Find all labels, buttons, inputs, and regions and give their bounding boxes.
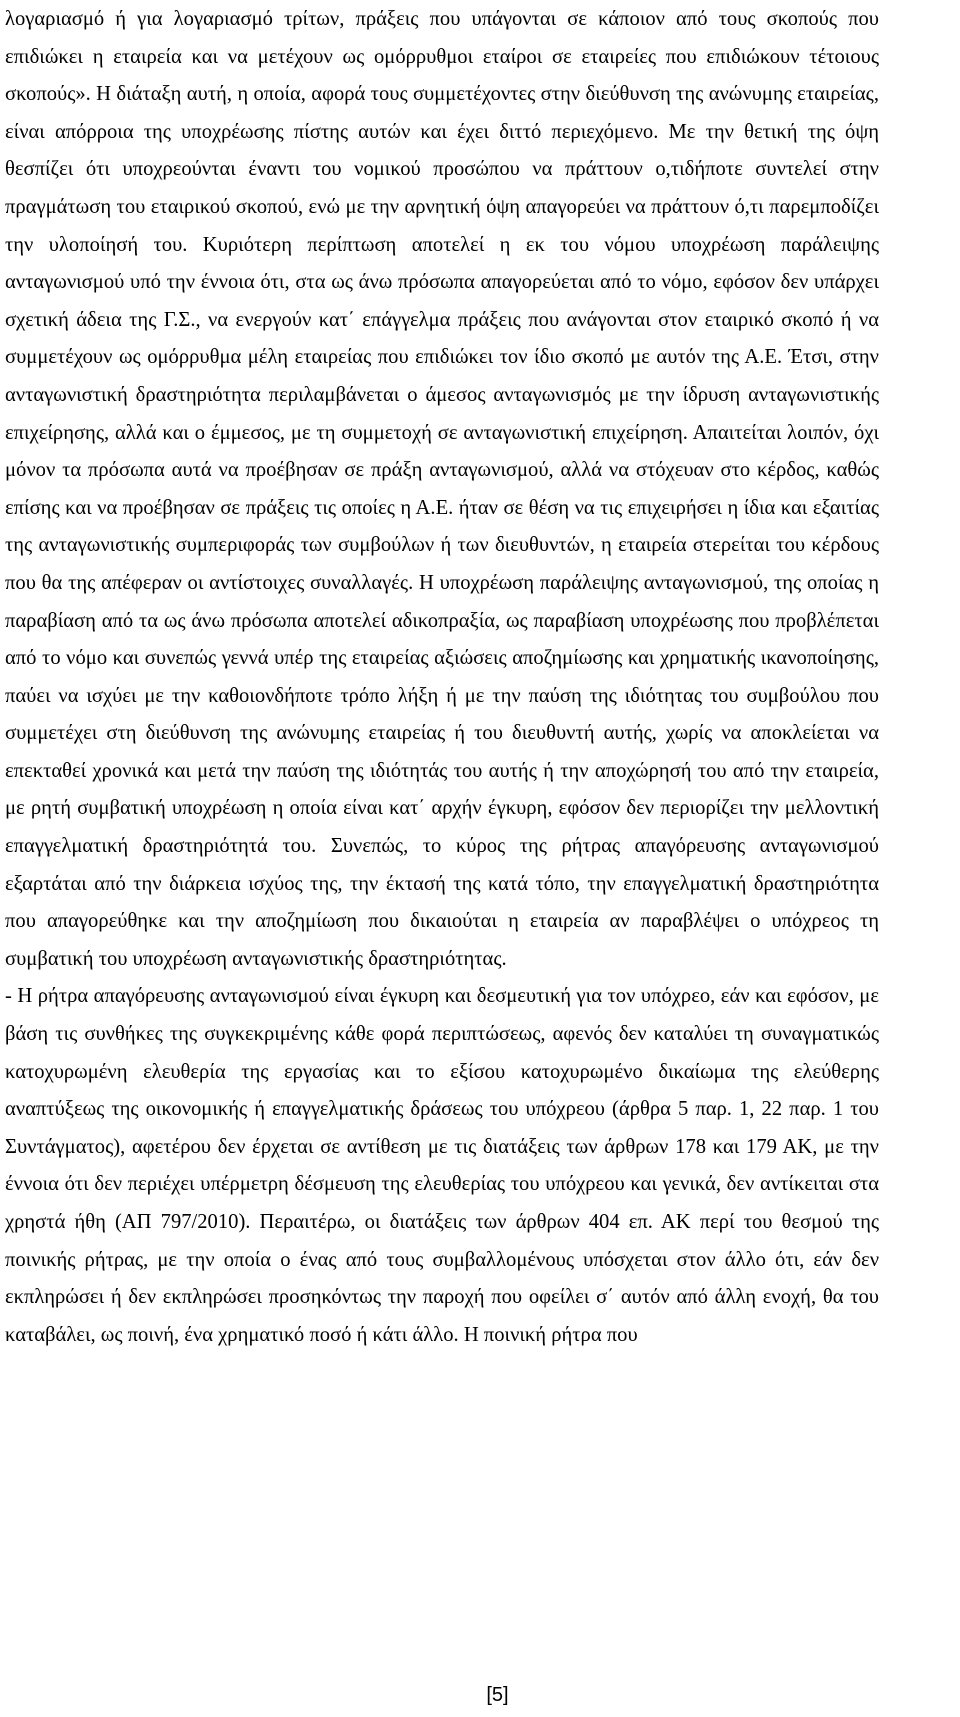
body-text	[5, 1, 879, 1354]
paragraph-1: λογαριασμό ή για λογαριασμό τρίτων, πράξεις που υπάγονται σε κάποιον από τους σκοπούς που επιδιώκει η εταιρεία και να μετέχουν ως ομόρρυθμοι εταίροι σε εταιρείες που επιδιώκουν τέτοιους σκοπούς». Η διάταξη αυτή, η οποία, αφορά τους συμμετέχοντες στην διεύθυνση της ανώνυμης εταιρείας, είναι απόρροια της υποχρέωσης πίστης αυτών και έχει διττό περιεχόμενο. Με την θετική της όψη θεσπίζει ότι υποχρεούνται έναντι του νομικού προσώπου να πράττουν ο,τιδήποτε συντελεί στην πραγμάτωση του εταιρικού σκοπού, ενώ με την αρνητική όψη απαγορεύει να πράττουν ό,τι παρεμποδίζει την υλοποίησή του. Κυριότερη περίπτωση αποτελεί η εκ του νόμου υποχρέωση παράλειψης ανταγωνισμού υπό την έννοια ότι, στα ως άνω πρόσωπα απαγορεύεται από το νόμο, εφόσον δεν υπάρχει σχετική άδεια της Γ.Σ., να ενεργούν κατ΄ επάγγελμα πράξεις που ανάγονται στον εταιρικό σκοπό ή να συμμετέχουν ως ομόρρυθμα μέλη εταιρείας που επιδιώκει τον ίδιο σκοπό με αυτόν της Α.Ε. Έτσι, στην ανταγωνιστική δραστηριότητα περιλαμβάνεται ο άμεσος ανταγωνισμός με την ίδρυση ανταγωνιστικής επιχείρησης, αλλά και ο έμμεσος, με τη συμμετοχή σε ανταγωνιστική επιχείρηση. Απαιτείται λοιπόν, όχι μόνον τα πρόσωπα αυτά να προέβησαν σε πράξη ανταγωνισμού, αλλά να στόχευαν στο κέρδος, καθώς επίσης και να προέβησαν σε πράξεις τις οποίες η Α.Ε. ήταν σε θέση να τις επιχειρήσει η ίδια και εξαιτίας της ανταγωνιστικής συμπεριφοράς των συμβούλων ή των διευθυντών, η εταιρεία στερείται του κέρδους που θα της απέφεραν οι αντίστοιχες συναλλαγές. Η υποχρέωση παράλειψης ανταγωνισμού, της οποίας η παραβίαση από τα ως άνω πρόσωπα αποτελεί αδικοπραξία, ως παραβίαση υποχρέωσης που προβλέπεται από το νόμο και συνεπώς γεννά υπέρ της εταιρείας αξιώσεις αποζημίωσης και χρηματικής ικανοποίησης, παύει να ισχύει με την καθοιονδήποτε τρόπο λήξη ή με την παύση της ιδιότητας του συμβούλου που συμμετέχει στη διεύθυνση της ανώνυμης εταιρείας ή του διευθυντή αυτής, χωρίς να αποκλείεται να επεκταθεί χρονικά και μετά την παύση της ιδιότητάς του αυτής ή την αποχώρησή του από την εταιρεία, με ρητή συμβατική υποχρέωση η οποία είναι κατ΄ αρχήν έγκυρη, εφόσον δεν περιορίζει την μελλοντική επαγγελματική δραστηριότητά του. Συνεπώς, το κύρος της ρήτρας απαγόρευσης ανταγωνισμού εξαρτάται από την διάρκεια ισχύος της, την έκτασή της κατά τόπο, την επαγγελματική δραστηριότητα που απαγορεύθηκε και την αποζημίωση που δικαιούται η εταιρεία αν παραβλέψει ο υπόχρεος τη συμβατική του υποχρέωση ανταγωνιστικής δραστηριότητας.	[5, 8, 879, 970]
page-number: [5]	[486, 1684, 509, 1706]
paragraph-2: - Η ρήτρα απαγόρευσης ανταγωνισμού είναι έγκυρη και δεσμευτική για τον υπόχρεο, εάν και εφόσον, με βάση τις συνθήκες της συγκεκριμένης κάθε φορά περιπτώσεως, αφενός δεν καταλύει τη συναγματικώς κατοχυρωμένη ελευθερία της εργασίας και το εξίσου κατοχυρωμένο δικαίωμα της ελεύθερης αναπτύξεως της οικονομικής ή επαγγελματικής δράσεως του υπόχρεου (άρθρα 5 παρ. 1, 22 παρ. 1 του Συντάγματος), αφετέρου δεν έρχεται σε αντίθεση με τις διατάξεις των άρθρων 178 και 179 ΑΚ, με την έννοια ότι δεν περιέχει υπέρμετρη δέσμευση της ελευθερίας του υπόχρεου και γενικά, δεν αντίκειται στα χρηστά ήθη (ΑΠ 797/2010). Περαιτέρω, οι διατάξεις των άρθρων 404 επ. ΑΚ περί του θεσμού της ποινικής ρήτρας, με την οποία ο ένας από τους συμβαλλομένους υπόσχεται στον άλλο ότι, εάν δεν εκπληρώσει ή δεν εκπληρώσει προσηκόντως την παροχή που οφείλει σ΄ αυτόν από άλλη ενοχή, θα του καταβάλει, ως ποινή, ένα χρηματικό ποσό ή κάτι άλλο. Η ποινική ρήτρα που	[5, 985, 879, 1346]
